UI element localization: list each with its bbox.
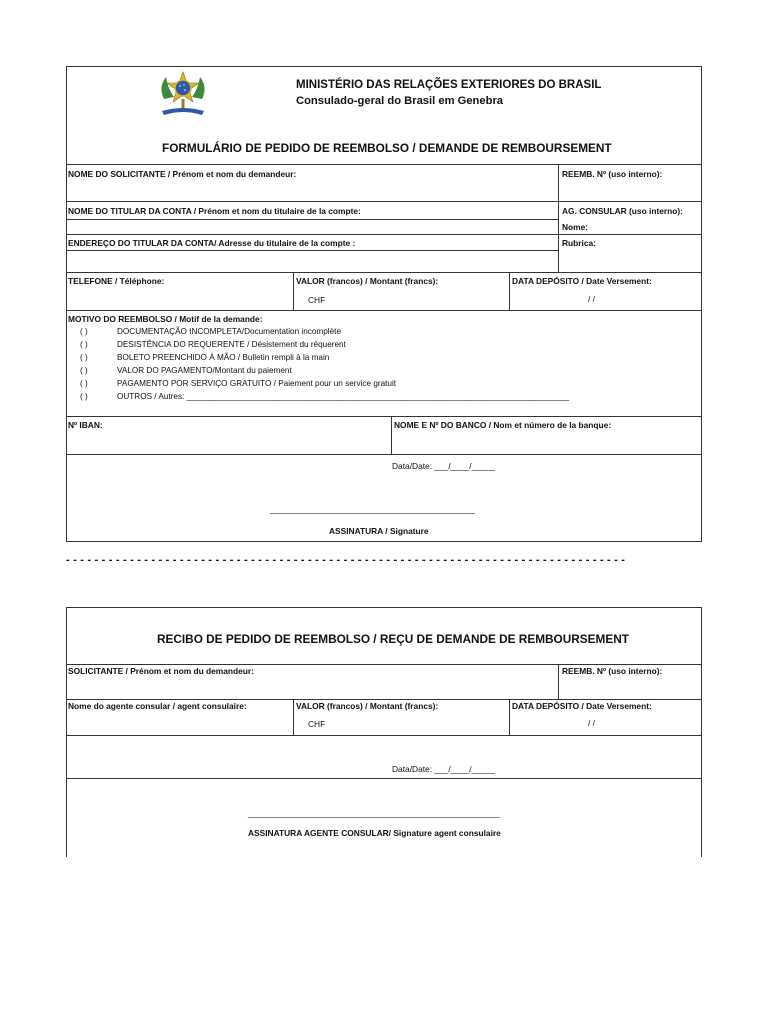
motive-checkbox[interactable]: ( ) [80,327,88,336]
reemb-label: REEMB. Nº (uso interno): [562,169,663,179]
motive-checkbox[interactable]: ( ) [80,353,88,362]
motive-option-text: VALOR DO PAGAMENTO/Montant du paiement [117,366,292,375]
motive-checkbox[interactable]: ( ) [80,392,88,401]
motive-checkbox[interactable]: ( ) [80,366,88,375]
signature-label: ASSINATURA / Signature [329,526,429,536]
receipt-signature-label: ASSINATURA AGENTE CONSULAR/ Signature agent consulaire [248,828,501,838]
receipt-reemb-label: REEMB. Nº (uso interno): [562,666,663,676]
consulate-subtitle: Consulado-geral do Brasil em Genebra [296,95,504,107]
phone-field[interactable] [67,288,292,308]
receipt-currency-text: CHF [308,719,326,729]
receipt-value-label: VALOR (francos) / Montant (francs): [296,701,439,711]
motive-option[interactable] [80,340,346,349]
receipt-agent-label: Nome do agente consular / agent consulaire: [68,701,247,711]
receipt-title: RECIBO DE PEDIDO DE REEMBOLSO / REÇU DE DEMANDE DE REMBOURSEMENT [157,632,629,646]
motive-checkbox[interactable]: ( ) [80,340,88,349]
account-holder-field[interactable] [67,220,557,233]
applicant-field[interactable] [67,180,557,200]
motive-option-text: BOLETO PREENCHIDO À MÃO / Bulletin rempli à la main [117,353,330,362]
ministry-title: MINISTÉRIO DAS RELAÇÕES EXTERIORES DO BRASIL [296,79,602,91]
cut-line: - - - - - - - - - - - - - - - - - - - - - - - - - - - - - - - - - - - - - - - - - - - - - - - - - - - - - - - - - - - - - - - - - - - - - - - - - - - - - - - [66,554,626,566]
bank-label: NOME E Nº DO BANCO / Nom et número de la banque: [394,420,612,430]
motive-label: MOTIVO DO REEMBOLSO / Motif de la demande: [68,314,263,324]
date-line: Data/Date: ___/____/_____ [392,461,495,471]
motive-option[interactable] [80,327,341,336]
ag-consular-label: AG. CONSULAR (uso interno): [562,206,683,216]
iban-field[interactable] [67,432,389,452]
applicant-label: NOME DO SOLICITANTE / Prénom et nom du demandeur: [68,169,297,179]
iban-label: Nº IBAN: [68,420,103,430]
motive-option[interactable] [80,379,396,388]
currency-text: CHF [308,295,326,305]
value-label: VALOR (francos) / Montant (francs): [296,276,439,286]
deposit-date-slashes: / / [588,294,595,304]
nome-label: Nome: [562,222,589,232]
deposit-date-label: DATA DEPÓSITO / Date Versement: [512,276,652,286]
brazil-coat-of-arms-icon [154,69,212,119]
phone-label: TELEFONE / Téléphone: [68,276,165,286]
signature-line: ____________________________________________ [270,504,475,514]
motive-option[interactable] [80,353,329,362]
receipt-signature-line: ______________________________________________________ [248,808,500,818]
rubrica-label: Rubrica: [562,238,596,248]
motive-option-text: OUTROS / Autres: ____________________________________________________________________________________ [117,392,570,401]
receipt-date-line: Data/Date: ___/____/_____ [392,764,495,774]
motive-option[interactable] [80,392,569,401]
motive-option-text: DOCUMENTAÇÃO INCOMPLETA/Documentation incomplète [117,327,342,336]
motive-option-text: DESISTÊNCIA DO REQUERENTE / Désistement du réquerent [117,340,346,349]
address-field[interactable] [67,251,557,271]
motive-option[interactable] [80,366,292,375]
receipt-applicant-field[interactable] [67,678,557,698]
address-label: ENDEREÇO DO TITULAR DA CONTA/ Adresse du titulaire de la compte : [68,238,356,248]
motive-checkbox[interactable]: ( ) [80,379,88,388]
receipt-applicant-label: SOLICITANTE / Prénom et nom du demandeur: [68,666,254,676]
receipt-deposit-date-slashes: / / [588,718,595,728]
motive-option-text: PAGAMENTO POR SERVIÇO GRATUITO / Paiement pour un service gratuit [117,379,397,388]
account-holder-label: NOME DO TITULAR DA CONTA / Prénom et nom du titulaire de la compte: [68,206,361,216]
receipt-deposit-date-label: DATA DEPÓSITO / Date Versement: [512,701,652,711]
bank-field[interactable] [393,432,699,452]
form-title: FORMULÁRIO DE PEDIDO DE REEMBOLSO / DEMANDE DE REMBOURSEMENT [162,141,612,155]
